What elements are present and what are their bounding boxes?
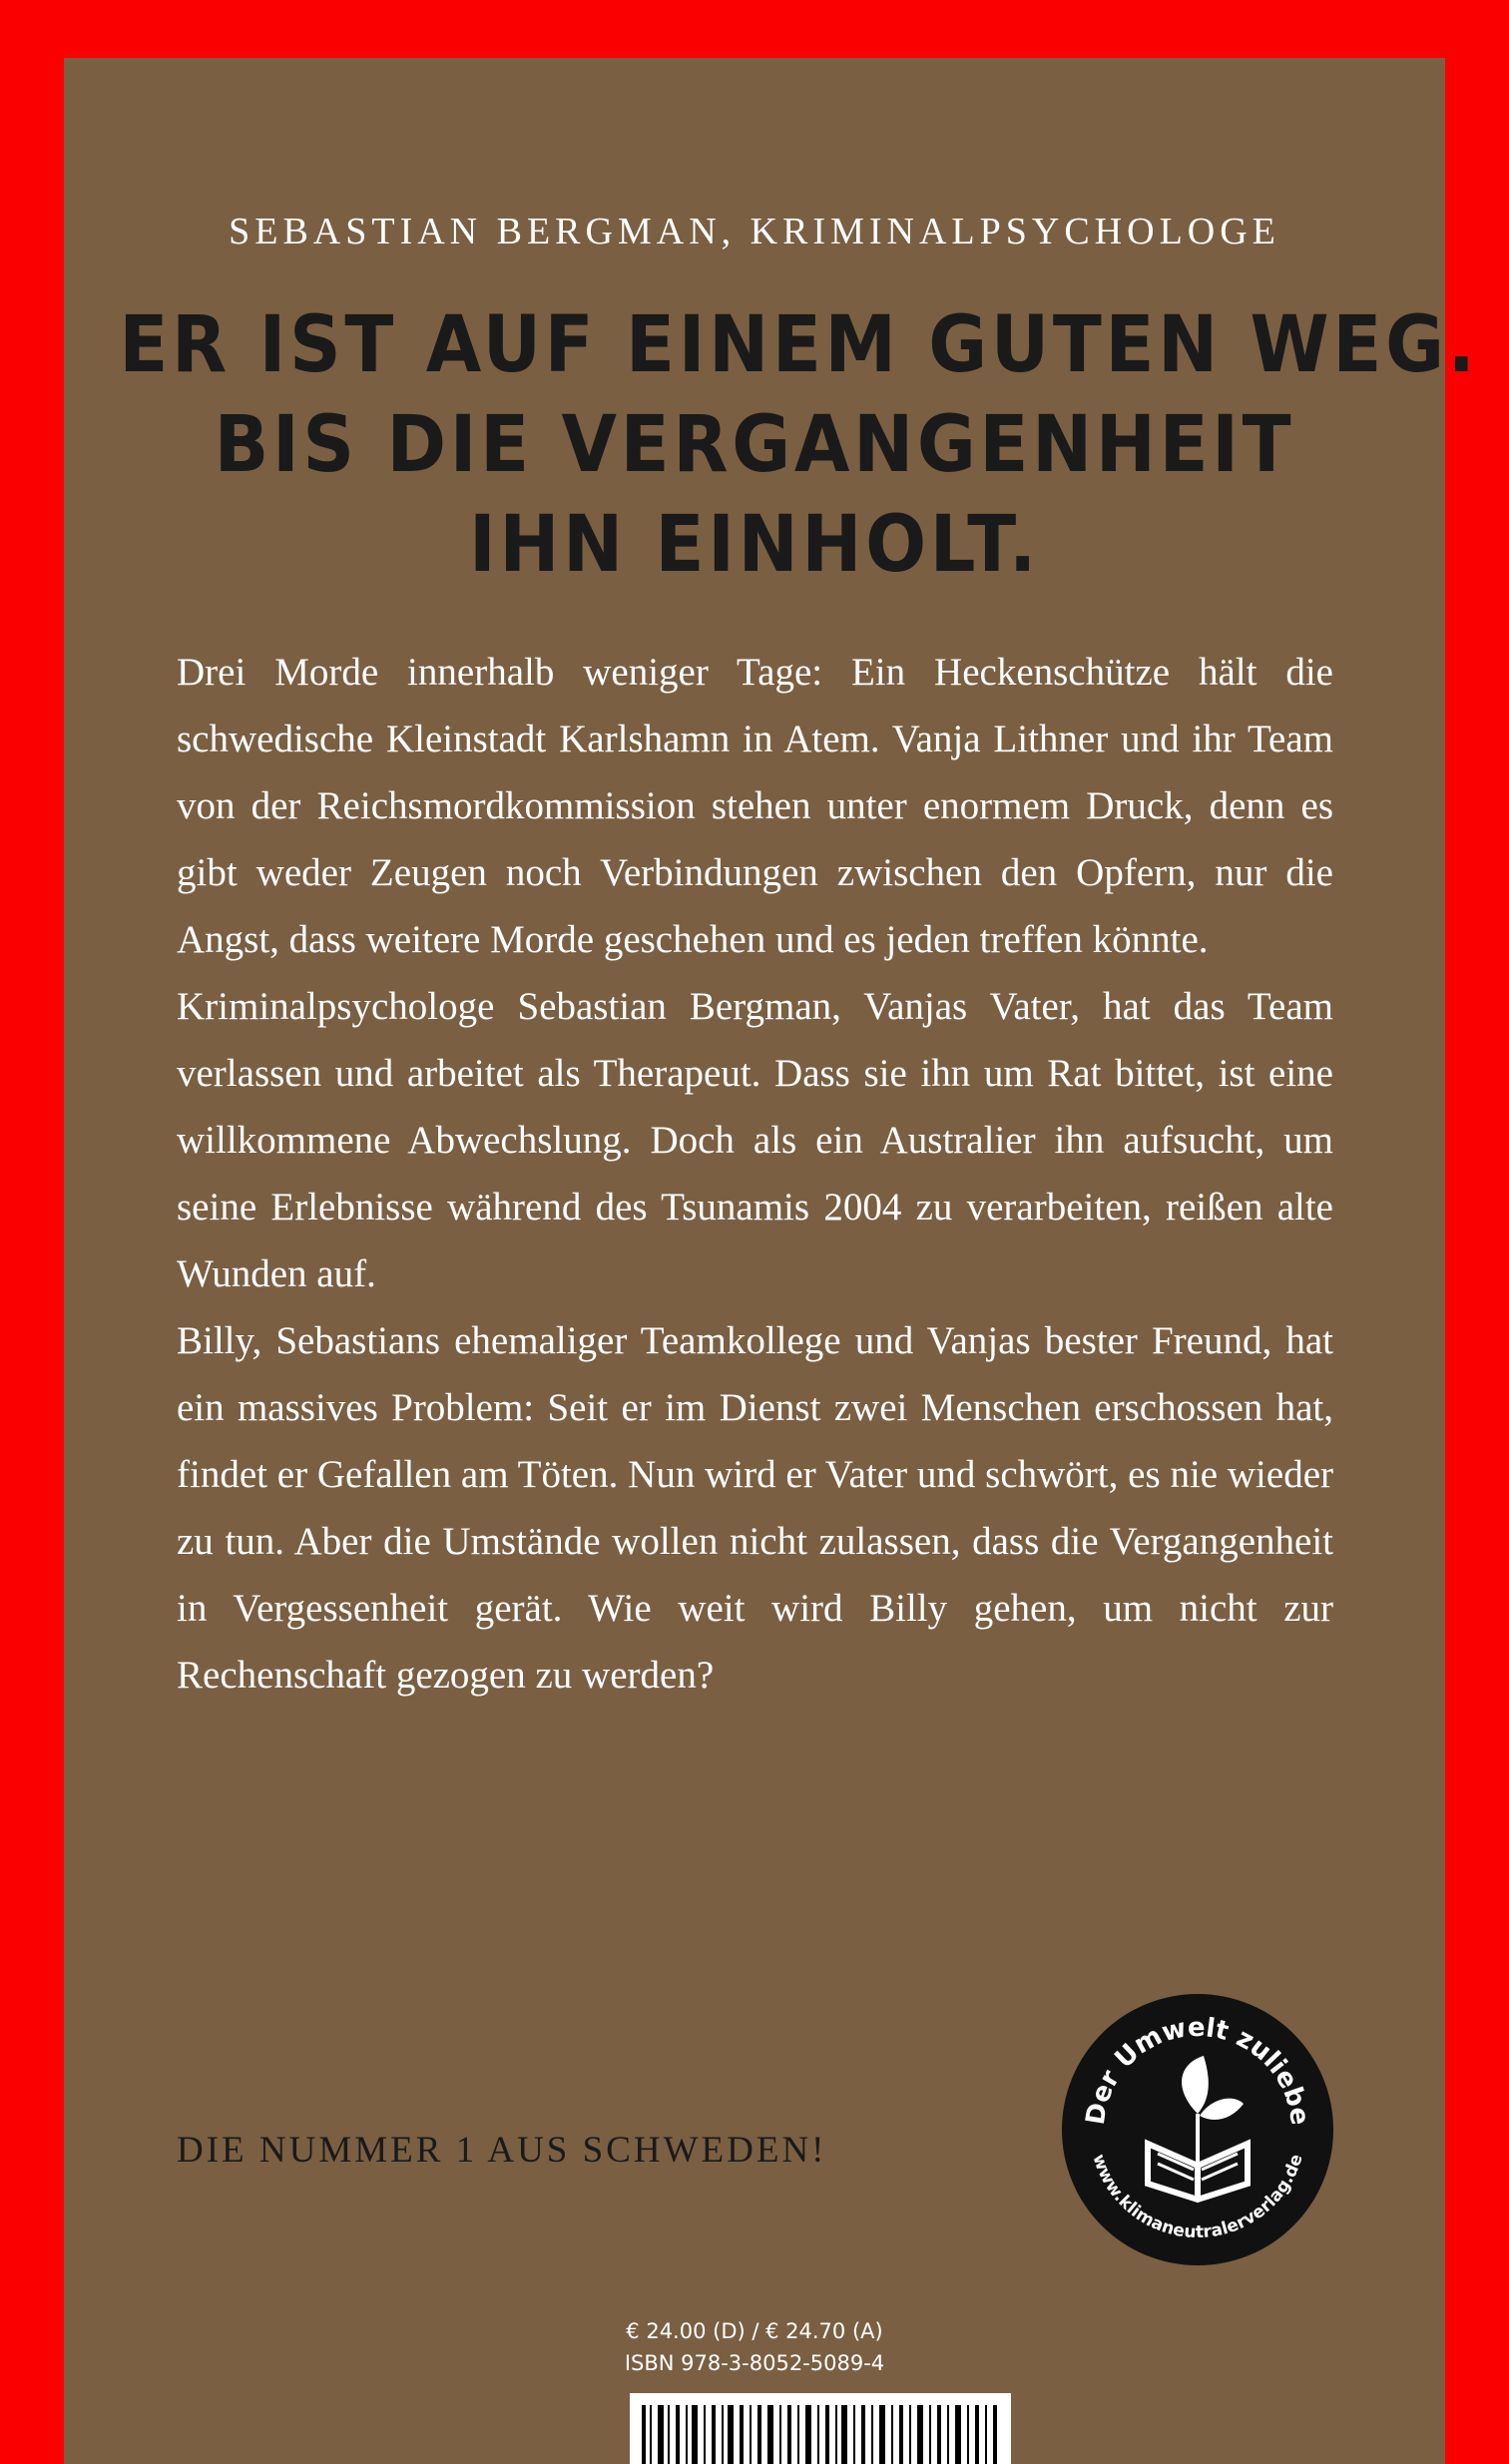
barcode [630,2393,1011,2464]
tagline: DIE NUMMER 1 AUS SCHWEDEN! [177,2130,827,2171]
badge-top-text: Der Umwelt zuliebe [1080,2012,1315,2128]
headline [119,295,1479,595]
isbn: ISBN 978-3-8052-5089-4 [624,2351,885,2375]
blurb [177,639,1333,1709]
blurb-paragraph: Billy, Sebastians ehemaliger Teamkollege und Vanjas bester Freund, hat ein massives Problem: Seit er im Dienst zwei Menschen erschossen hat, findet er Gefallen am Töten. Nun wird er Vater und schwört, es nie wieder zu tun. Aber die Umstände wollen nicht zulassen, dass die Vergangenheit in Vergessenheit gerät. Wie weit wird Billy gehen, um nicht zur Rechenschaft gezogen zu werden? [177,1319,1333,1697]
price: € 24.00 (D) / € 24.70 (A) [626,2319,883,2343]
price-block [64,2315,1445,2379]
eco-badge [1062,1994,1333,2265]
blurb-paragraph: Drei Morde innerhalb weniger Tage: Ein Heckenschütze hält die schwedische Kleinstadt Karlshamn in Atem. Vanja Lithner und ihr Team von der Reichsmordkommission stehen unter enormem Druck, denn es gibt weder Zeugen noch Verbindungen zwischen den Opfern, nur die Angst, dass weitere Morde geschehen und es jeden treffen könnte. [177,651,1333,961]
headline-line: IHN EINHOLT. [469,500,1040,590]
blurb-paragraph: Kriminalpsychologe Sebastian Bergman, Vanjas Vater, hat das Team verlassen und arbeitet als Therapeut. Dass sie ihn um Rat bittet, ist eine willkommene Abwechslung. Doch als ein Australier ihn aufsucht, um seine Erlebnisse während des Tsunamis 2004 zu verarbeiten, reißen alte Wunden auf. [177,985,1333,1295]
back-cover-panel [64,58,1479,2464]
badge-bottom-text: www.klimaneutralerverlag.de [1088,2152,1307,2243]
kicker: SEBASTIAN BERGMAN, KRIMINALPSYCHOLOGE [229,211,1280,252]
headline-line: ER IST AUF EINEM GUTEN WEG. [119,300,1479,390]
headline-line: BIS DIE VERGANGENHEIT [214,400,1295,490]
